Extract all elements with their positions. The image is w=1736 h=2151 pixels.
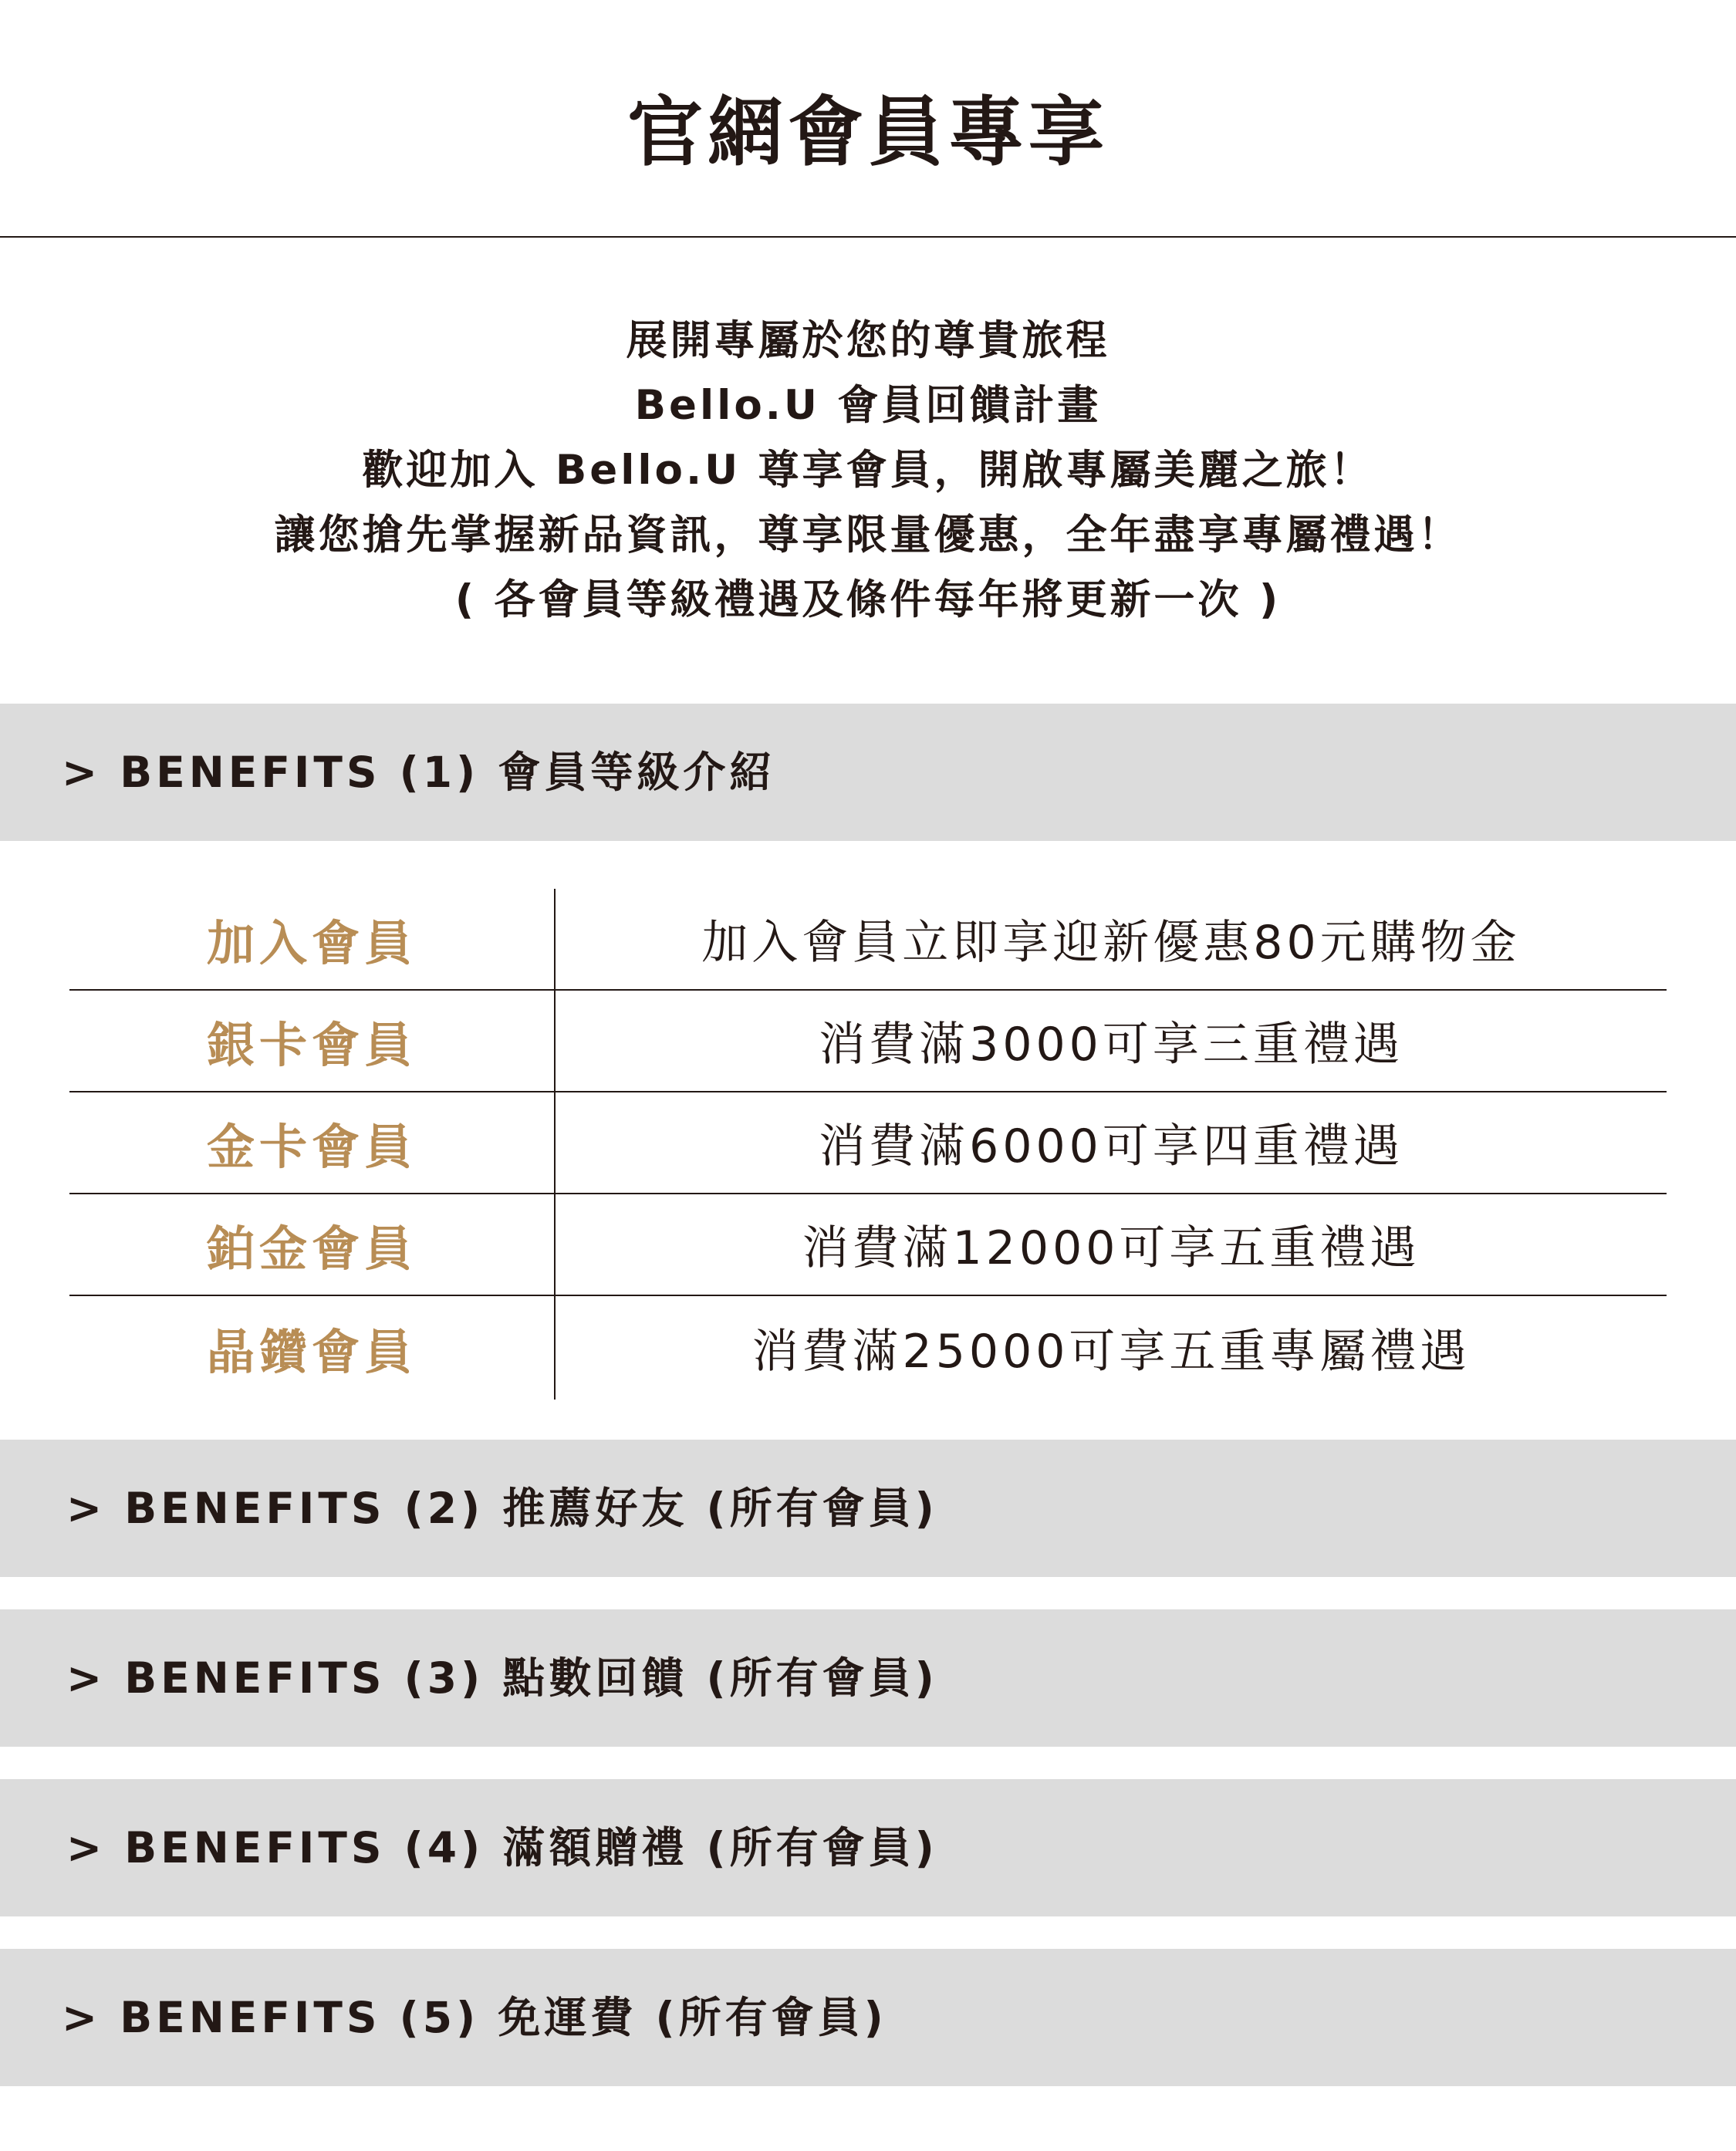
benefit-toggle-2[interactable] bbox=[0, 1440, 1736, 1577]
intro-line: 讓您搶先掌握新品資訊，尊享限量優惠，全年盡享專屬禮遇！ bbox=[274, 512, 1462, 559]
tier-table bbox=[69, 889, 1667, 1400]
tier-row bbox=[69, 889, 1667, 991]
benefit-toggle-4[interactable] bbox=[0, 1779, 1736, 1916]
benefit-toggle-5[interactable] bbox=[0, 1949, 1736, 2086]
benefit-label: > BENEFITS (4) 滿額贈禮 (所有會員) bbox=[66, 1823, 938, 1872]
intro-text bbox=[0, 309, 1736, 633]
benefit-label: > BENEFITS (3) 點數回饋 (所有會員) bbox=[66, 1653, 938, 1703]
tier-row bbox=[69, 1194, 1667, 1296]
tier-description: 消費滿6000可享四重禮遇 bbox=[819, 1119, 1403, 1173]
tier-row bbox=[69, 1092, 1667, 1194]
tier-name: 鉑金會員 bbox=[69, 1194, 556, 1295]
benefit-label: > BENEFITS (5) 免運費 (所有會員) bbox=[62, 1993, 887, 2042]
tier-description: 加入會員立即享迎新優惠80元購物金 bbox=[701, 916, 1521, 970]
tier-name: 金卡會員 bbox=[69, 1092, 556, 1193]
intro-line: ( 各會員等級禮遇及條件每年將更新一次 ) bbox=[454, 576, 1282, 623]
intro-line: 歡迎加入 Bello.U 尊享會員，開啟專屬美麗之旅！ bbox=[362, 447, 1374, 494]
title-divider bbox=[0, 236, 1736, 238]
intro-line: 展開專屬於您的尊貴旅程 bbox=[626, 317, 1110, 364]
tier-name: 銀卡會員 bbox=[69, 991, 556, 1091]
page-title: 官網會員專享 bbox=[627, 89, 1109, 177]
benefit-toggle-1[interactable] bbox=[0, 704, 1736, 841]
intro-line: Bello.U 會員回饋計畫 bbox=[634, 382, 1102, 429]
benefit-toggle-3[interactable] bbox=[0, 1609, 1736, 1747]
tier-name: 晶鑽會員 bbox=[69, 1296, 556, 1400]
tier-name: 加入會員 bbox=[69, 889, 556, 989]
tier-description: 消費滿25000可享五重專屬禮遇 bbox=[751, 1325, 1471, 1379]
tier-row bbox=[69, 1296, 1667, 1400]
tier-description: 消費滿3000可享三重禮遇 bbox=[819, 1018, 1403, 1072]
benefit-label: > BENEFITS (2) 推薦好友 (所有會員) bbox=[66, 1484, 938, 1533]
benefit-label: > BENEFITS (1) 會員等級介紹 bbox=[62, 748, 776, 797]
tier-description: 消費滿12000可享五重禮遇 bbox=[802, 1221, 1420, 1275]
tier-row bbox=[69, 991, 1667, 1092]
